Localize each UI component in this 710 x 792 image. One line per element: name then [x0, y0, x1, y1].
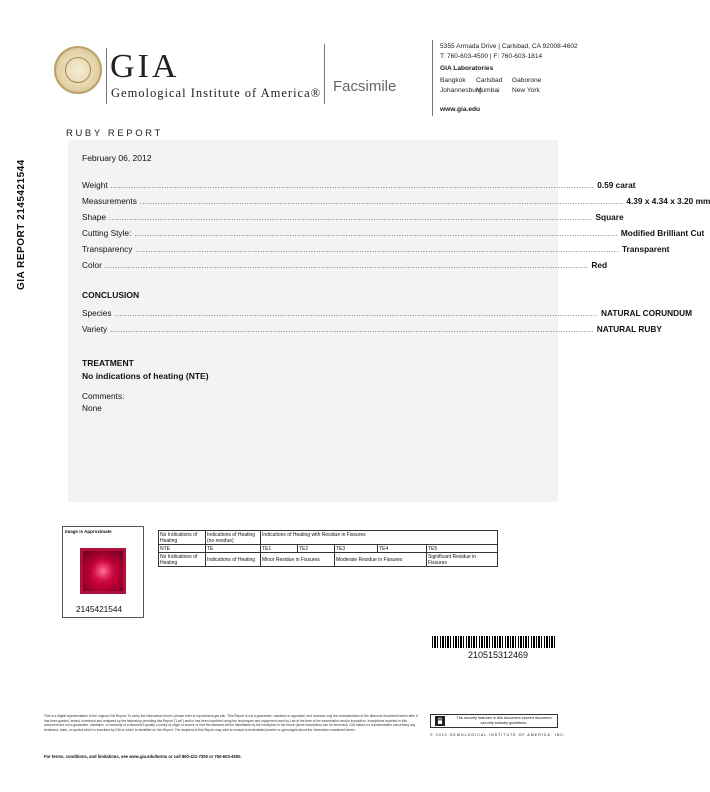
lock-icon: [435, 716, 445, 726]
table-cell: Indications of Heating: [206, 553, 261, 567]
treatment-result: No indications of heating (NTE): [82, 371, 209, 381]
lab-city: Gaborone: [512, 77, 542, 84]
table-cell: No Indications of Heating: [159, 553, 206, 567]
facsimile-label: Facsimile: [333, 78, 397, 95]
security-note: The security features in this document exceed document security industry guidelines.: [456, 716, 552, 725]
table-cell: Indications of Heating (no residue): [206, 531, 261, 545]
conclusion-row-variety: [82, 324, 662, 336]
lab-city: Mumbai: [476, 87, 500, 94]
property-label: Cutting Style:: [82, 228, 132, 238]
report-panel: [68, 140, 558, 502]
terms-line: For terms, conditions, and limitations, see www.gia.edu/terms or call 800-421-7250 or 760-603-4500.: [44, 754, 242, 759]
lab-city: New York: [512, 87, 540, 94]
property-label: Shape: [82, 212, 106, 222]
table-cell: TE5: [427, 545, 498, 553]
treatment-heading: TREATMENT: [82, 358, 134, 368]
table-cell: Moderate Residue in Fissures: [335, 553, 427, 567]
phone-line: T: 760-603-4500 | F: 760-603-1814: [440, 53, 543, 60]
conclusion-row-species: [82, 308, 692, 320]
barcode: [432, 636, 556, 648]
treatment-key-table: [158, 530, 498, 567]
leader-dots: ..............................................................................................................................................................................................: [110, 327, 594, 334]
property-row-color: [82, 260, 608, 272]
conclusion-label: Variety: [82, 324, 108, 334]
website-link[interactable]: www.gia.edu: [440, 106, 481, 113]
conclusion-label: Species: [82, 308, 112, 318]
copyright: © 2010 GEMOLOGICAL INSTITUTE OF AMERICA, INC.: [430, 733, 566, 737]
property-value: Red: [591, 260, 608, 270]
header-divider: [324, 44, 325, 104]
table-cell: Indications of Heating with Residue in Fissures: [261, 531, 498, 545]
comments-value: None: [82, 403, 102, 413]
table-row: [159, 553, 498, 567]
leader-dots: ..............................................................................................................................................................................................: [104, 263, 589, 270]
gia-seal-logo: [54, 46, 102, 94]
seal-inner-ring: [65, 57, 91, 83]
table-cell: TE3: [335, 545, 378, 553]
property-row-shape: [82, 212, 624, 224]
disclaimer-text: This is a digital representation of the original GIA Report. To verify the information herein, please refer to reportcheck.gia.edu. This Report is not a guarantee, valuation or appraisal, and contains only the characteristics of the diamond described herein after it has been graded, tested, examined and analyzed by the laboratory providing this Report ("Lab") and/or has been inscribed using the techniques and equipment used by Lab at the time of the examination and/or inscription. Inscriptions reported in this document are not a guarantee, validation, or warranty of a diamond's quality, country of origin or source or that the diamond will be identifiable by the inscription in the future (since inscriptions can be removed). GIA makes no representation concerning any treatment, mark, or symbol which is inscribed by GIA or which is identified on this Report. The recipient of this Report may wish to consult a credentialed jeweler or gemologist about the information contained herein.: [44, 714, 418, 732]
org-name: Gemological Institute of America®: [111, 86, 322, 100]
barcode-number: 210515312469: [468, 650, 529, 660]
table-cell: NTE: [159, 545, 206, 553]
table-cell: TE1: [261, 545, 298, 553]
side-report-number: GIA REPORT 2145421544: [16, 159, 27, 290]
conclusion-heading: CONCLUSION: [82, 290, 140, 300]
property-label: Color: [82, 260, 102, 270]
photo-caption: Image is Approximate: [65, 529, 112, 534]
property-label: Measurements: [82, 196, 137, 206]
property-value: Transparent: [621, 244, 670, 254]
table-row: [159, 545, 498, 553]
table-cell: Significant Residue in Fissures: [427, 553, 498, 567]
header-divider: [432, 40, 433, 116]
table-cell: TE4: [378, 545, 427, 553]
lab-city: Johannesburg: [440, 87, 482, 94]
property-row-measurements: [82, 196, 710, 208]
leader-dots: ..............................................................................................................................................................................................: [109, 215, 593, 222]
conclusion-value: NATURAL CORUNDUM: [601, 308, 692, 318]
leader-dots: ..............................................................................................................................................................................................: [134, 231, 618, 238]
comments-label: Comments:: [82, 391, 125, 401]
property-row-transparency: [82, 244, 670, 256]
lab-city: Carlsbad: [476, 77, 503, 84]
conclusion-value: NATURAL RUBY: [596, 324, 662, 334]
report-title: RUBY REPORT: [66, 128, 163, 139]
property-value: 0.59 carat: [597, 180, 636, 190]
property-value: 4.39 x 4.34 x 3.20 mm: [626, 196, 710, 206]
property-label: Transparency: [82, 244, 133, 254]
property-value: Square: [595, 212, 624, 222]
leader-dots: ..............................................................................................................................................................................................: [110, 183, 595, 190]
table-cell: TE2: [298, 545, 335, 553]
table-cell: TE: [206, 545, 261, 553]
leader-dots: ..............................................................................................................................................................................................: [139, 199, 624, 206]
photo-report-number: 2145421544: [76, 604, 123, 614]
leader-dots: ..............................................................................................................................................................................................: [114, 311, 599, 318]
property-label: Weight: [82, 180, 108, 190]
address-line: 5355 Armada Drive | Carlsbad, CA 92008-4602: [440, 43, 578, 50]
header-divider: [106, 48, 107, 104]
lab-address: [440, 42, 578, 62]
property-value: Modified Brilliant Cut: [620, 228, 705, 238]
table-cell: Minor Residue in Fissures: [261, 553, 335, 567]
labs-list: [440, 76, 548, 96]
report-date: February 06, 2012: [82, 153, 152, 163]
table-row: [159, 531, 498, 545]
labs-title: GIA Laboratories: [440, 65, 494, 72]
gia-logo-text: GIA: [110, 48, 180, 85]
leader-dots: ..............................................................................................................................................................................................: [135, 247, 619, 254]
lab-city: Bangkok: [440, 77, 466, 84]
property-row-cutting-style: [82, 228, 705, 240]
table-cell: No Indications of Heating: [159, 531, 206, 545]
property-row-weight: [82, 180, 636, 192]
